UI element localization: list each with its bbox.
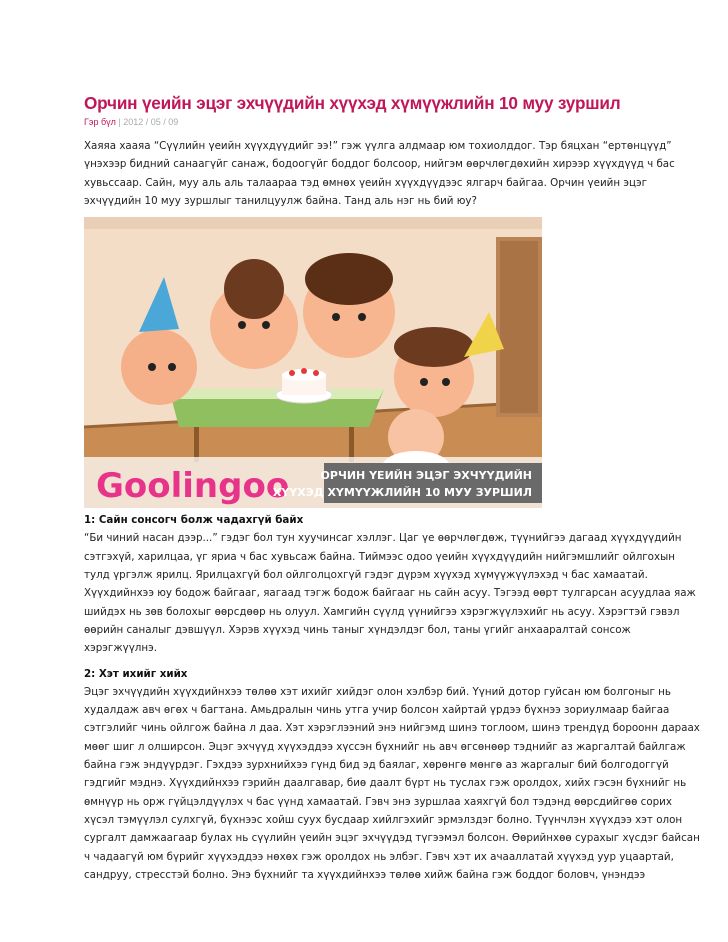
section-line: Эцэг эхчүүдийн хүүхдийнхээ төлөө хэт ихийг хийдэг олон хэлбэр бий. Үүний дотор гуйсан юм болгоныг нь: [84, 685, 671, 698]
section-heading: 1: Сайн сонсогч болж чадахгүй байх: [84, 514, 304, 527]
section-line: мөөг шиг л олширсон. Эцэг эхчүүд хүүхэддээ хүссэн бүхнийг нь авч өгсөнөөр тэднийг аз жаргалтай байлгаж: [84, 740, 686, 753]
article: [84, 93, 700, 884]
banner-line-1: ОРЧИН ҮЕИЙН ЭЦЭГ ЭХЧҮҮДИЙН: [320, 469, 532, 483]
section-line: сэтгэхүй, харилцаа, үг яриа ч бас хувьсаж байна. Тиймээс одоо үеийн хүүхдүүдийн нийгэмшлийг ойлгохын: [84, 550, 675, 563]
intro-paragraph: [84, 137, 675, 210]
intro-line: хувьссаар. Сайн, муу аль аль талаараа тэд өмнөх үеийн хүүхдүүдээс ялгарч байгаа. Орчин үеийн эцэг: [84, 176, 648, 189]
section-line: өөрийн саналыг дэвшүүл. Хэрэв хүүхэд чинь таныг хүндэлдэг бол, таны үгийг анхааралтай сонсож: [84, 623, 631, 636]
section-line: сэтгэлийг чинь ойлгож байна л даа. Хэт хэрэглээний энэ нийгэмд шинэ тоглоом, шинэ трендүд бороонн дараах: [84, 722, 700, 735]
article-meta: [84, 116, 644, 128]
intro-line: үнэхээр бидний санаагүйг санаж, бодоогүйг боддог болсоор, нийгэм өөрчлөгдөхийн хирээр хүүхдүүд ч бас: [84, 158, 675, 171]
article-title: Орчин үеийн эцэг эхчүүдийн хүүхэд хүмүүжлийн 10 муу зуршил: [84, 93, 621, 113]
section-line: өмнүүр нь орж гүйцэлдүүлэх ч бас үүнд хамаатай. Гэвч энэ зуршлаа хаяхгүй бол тэдэнд өөрсдийгөө сорих: [84, 795, 672, 808]
section-line: сургалт дамжаагаар булах нь сүүлийн үеийн эцэг эхчүүдэд түгээмэл болсон. Өөрийнхөө сурахыг хүсдэг байсан: [84, 832, 700, 845]
section-line: сандруу, стресстэй болно. Энэ бүхнийг та хүүхдийнхээ төлөө хийж байна гэж боддог боловч, үнэндээ: [84, 868, 646, 881]
section-line: байна гэж эндүүрдэг. Гэхдээ зурхнийхээ гүнд бид эд баялаг, хөрөнгө мөнгө аз жаргалыг бий болгодоггүй: [84, 759, 669, 772]
category-link[interactable]: Гэр бүл: [84, 117, 116, 127]
section-line: “Би чиний насан дээр...” гэдэг бол тун хуучинсаг хэллэг. Цаг үе өөрчлөгдөж, түүнийгээ дагаад хүүхдүүдийн: [84, 532, 682, 545]
section-line: шийдэх нь зөв болохыг өөрсдөөр нь олуул. Хамгийн сүүлд үүнийгээ хэрэгжүүлэхийг нь асуу. Хэрэгтэй гэвэл: [84, 605, 680, 618]
section-1: [84, 511, 696, 657]
section-line: ч чадаагүй юм бүрийг хүүхэддээ нөхөх гэж оролдох нь элбэг. Гэвч хэт их ачааллатай хүүхэд уур уцаартай,: [84, 850, 674, 863]
logo-text: Goolingoo: [96, 466, 290, 507]
section-line: хүсэл тэмүүлэл сулхгүй, бүхнээс хойш суух бусдаар хийлгэхийг эрмэлздэг болно. Түүнчлэн хүүхдээ хэт олон: [84, 813, 683, 826]
section-heading: 2: Хэт ихийг хийх: [84, 667, 188, 680]
article-illustration: [84, 217, 542, 508]
illustration-svg: [84, 217, 542, 508]
section-2: [84, 665, 700, 885]
section-line: тулд үргэлж ярилц. Ярилцахгүй бол ойлголцохгүй гэдэг дүрэм хүүхэд хүмүүжүүлэхэд ч бас хамаатай.: [84, 569, 648, 582]
banner-line-2: ХҮҮХЭД ХҮМҮҮЖЛИЙН 10 МУУ ЗУРШИЛ: [272, 486, 532, 500]
intro-line: эхчүүдийн 10 муу зуршлыг танилцуулж байна. Танд аль нэг нь бий юу?: [84, 194, 477, 207]
intro-line: Хаяяа хааяа “Сүүлийн үеийн хүүхдүүдийг ээ!” гэж үүлга алдмаар юм тохиолддог. Тэр бяцхан “ертөнцүүд”: [84, 140, 672, 152]
section-line: худалдаж авч өгөх ч багтана. Амьдралын чинь утга учир болсон хайртай үрдээ бүхнээ зориулмаар байгаа: [84, 704, 670, 717]
meta-separator: |: [115, 117, 124, 127]
section-line: Хүүхдийнхээ юу бодож байгааг, яагаад тэгж бодож байгааг нь сайн асуу. Тэгээд өөрт тулгарсан асуудлаа яаж: [84, 587, 696, 600]
article-date: 2012 / 05 / 09: [123, 117, 179, 127]
section-line: гэдгийг мэднэ. Хүүхдийнхээ гэрийн даалгавар, биө даалт бүрт нь туслах гэж оролдох, хийх гэсэн бүхнийг нь: [84, 777, 687, 790]
section-line: хэрэгжүүлнэ.: [84, 642, 158, 655]
